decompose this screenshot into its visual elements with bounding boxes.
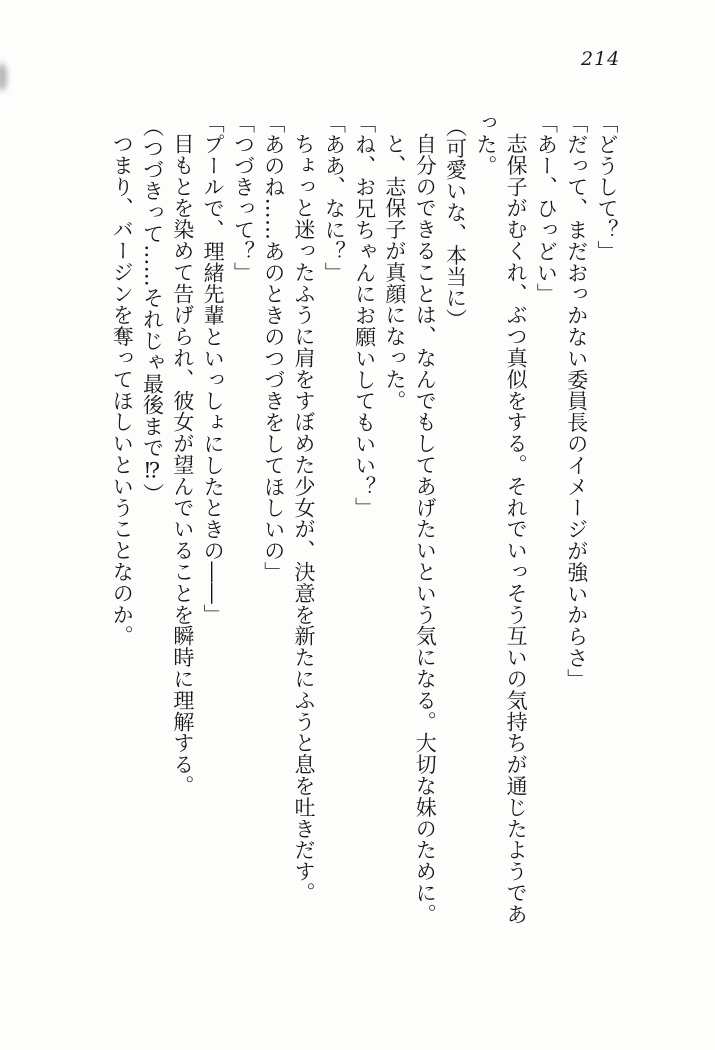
text-line: 「プールで、理緒先輩といっしょにしたときの――」 (201, 112, 226, 626)
text-line: 「つづきって？」 (231, 112, 256, 284)
page-number: 214 (581, 48, 621, 70)
text-line: 「だって、まだおっかない委員長のイメージが強いからさ」 (564, 112, 589, 690)
text-line: 目もとを染めて告げられ、彼女が望んでいることを瞬時に理解する。 (170, 133, 195, 797)
text-line: と、志保子が真顔になった。 (382, 133, 407, 412)
text-line: つまり、バージンを奪ってほしいということなのか。 (110, 133, 135, 647)
text-line: 「どうして？」 (595, 112, 619, 262)
scan-artifact (0, 63, 7, 91)
text-line: 「あのね……あのときのつづきをしてほしいの」 (261, 112, 286, 583)
text-line: （つづきって……それじゃ最後まで⁉） (140, 116, 165, 505)
text-line: 自分のできることは、なんでもしてあげたいという気になる。大切な妹のために。 (413, 133, 438, 925)
text-line: 志保子がむくれ、ぶつ真似をする。それでいっそう互いの気持ちが通じたようであった。 (473, 112, 529, 925)
text-line: 「ね、お兄ちゃんにお願いしてもいい？」 (352, 112, 377, 519)
text-line: ちょっと迷ったふうに肩をすぼめた少女が、決意を新たにふうと息を吐きだす。 (292, 133, 317, 904)
vertical-text-block (107, 112, 622, 932)
text-line: 「あー、ひっどい」 (534, 112, 559, 305)
text-line: （可愛いな、本当に） (443, 116, 468, 330)
text-line: 「ああ、なに？」 (322, 112, 347, 284)
